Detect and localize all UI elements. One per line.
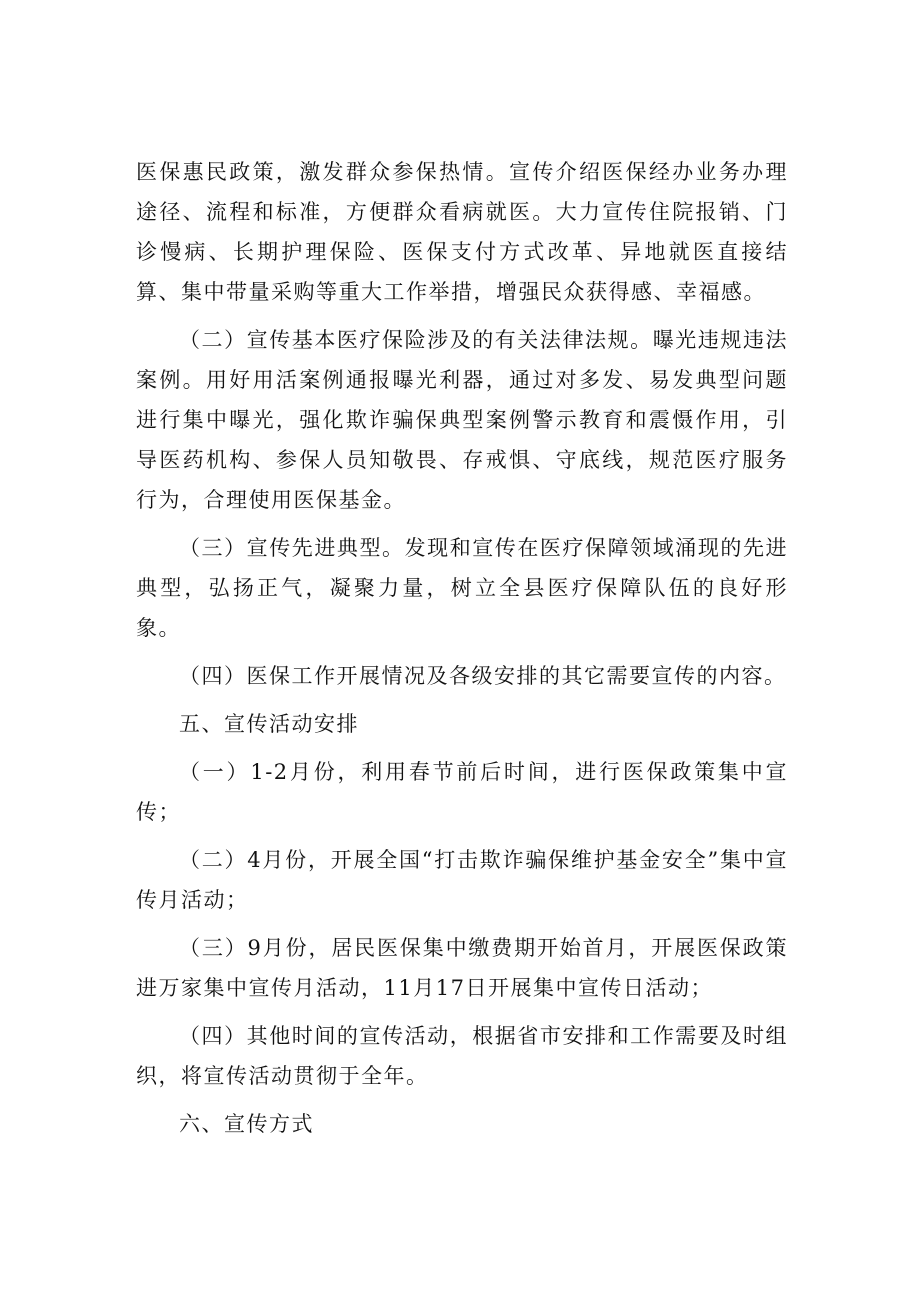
paragraph-item-3: （三）宣传先进典型。发现和宣传在医疗保障领域涌现的先进典型，弘扬正气，凝聚力量，树立全县医疗保障队伍的良好形象。 (136, 536, 788, 640)
paragraph-continuation: 医保惠民政策，激发群众参保热情。宣传介绍医保经办业务办理途径、流程和标准，方便群众看病就医。大力宣传住院报销、门诊慢病、长期护理保险、医保支付方式改革、异地就医直接结算、集中带量采购等重大工作举措，增强民众获得感、幸福感。 (136, 160, 788, 304)
document-body (136, 152, 788, 1144)
paragraph-item-2: （二）宣传基本医疗保险涉及的有关法律法规。曝光违规违法案例。用好用活案例通报曝光利器，通过对多发、易发典型问题进行集中曝光，强化欺诈骗保典型案例警示教育和震慑作用，引导医药机构、参保人员知敬畏、存戒惧、守底线，规范医疗服务行为，合理使用医保基金。 (136, 328, 788, 512)
schedule-item-2: （二）4月份，开展全国“打击欺诈骗保维护基金安全”集中宣传月活动； (136, 848, 788, 912)
schedule-item-3: （三）9月份，居民医保集中缴费期开始首月，开展医保政策进万家集中宣传月活动，11月17日开展集中宣传日活动； (136, 936, 788, 1000)
paragraph-item-4: （四）医保工作开展情况及各级安排的其它需要宣传的内容。 (179, 664, 787, 688)
section-heading-6: 六、宣传方式 (179, 1112, 314, 1136)
section-heading-5: 五、宣传活动安排 (179, 712, 359, 736)
schedule-item-1: （一）1-2月份，利用春节前后时间，进行医保政策集中宣传； (136, 760, 788, 824)
schedule-item-4: （四）其他时间的宣传活动，根据省市安排和工作需要及时组织，将宣传活动贯彻于全年。 (136, 1024, 788, 1088)
